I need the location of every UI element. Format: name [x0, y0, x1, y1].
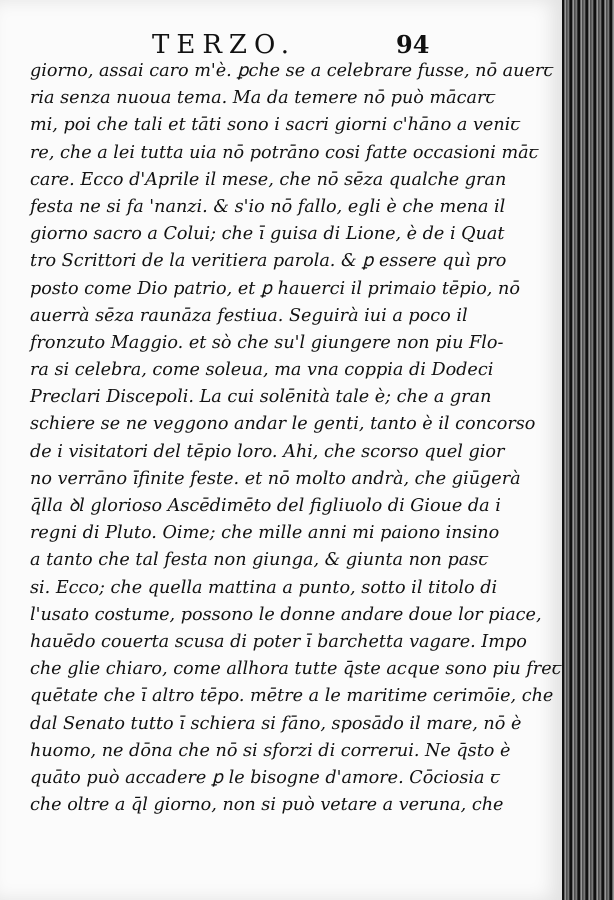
text-line: de i visitatori del tēpio loro. Ahi, che scorso quel gior [30, 441, 505, 462]
text-line: quāto può accadere ꝑ le bisogne d'amore. Cōciosia ꞇ [30, 767, 500, 788]
text-line: no verrāno īfinite feste. et nō molto andrà, che giūgerà [30, 468, 521, 489]
page-edges [562, 0, 614, 900]
text-line: dal Senato tutto ī schiera si fāno, sposādo il mare, nō è [30, 713, 522, 734]
text-line: posto come Dio patrio, et ꝑ hauerci il primaio tēpio, nō [30, 278, 520, 299]
text-line: che glie chiaro, come allhora tutte q̄ste acque sono piu freꞇ [30, 659, 562, 680]
text-line: care. Ecco d'Aprile il mese, che nō sēza qualche gran [30, 169, 507, 190]
running-head-title: TERZO. [152, 30, 297, 60]
text-line: hauēdo couerta scusa di poter ī barchetta vagare. Impo [30, 631, 527, 652]
text-line: ria senza nuoua tema. Ma da temere nō può mācarꞇ [30, 88, 496, 109]
text-line: giorno sacro a Colui; che ī guisa di Lione, è de i Quat [30, 224, 505, 245]
body-text [30, 58, 562, 819]
text-line: regni di Pluto. Oime; che mille anni mi paiono insino [30, 523, 500, 544]
text-line: Preclari Discepoli. La cui solēnità tale è; che a gran [30, 387, 492, 408]
text-line: fronzuto Maggio. et sò che su'l giungere non piu Flo- [30, 332, 504, 353]
text-line: tro Scrittori de la veritiera parola. & ꝑ essere quì pro [30, 251, 507, 272]
page-number: 94 [396, 30, 430, 59]
text-line: auerrà sēza raunāza festiua. Seguirà iui a poco il [30, 305, 468, 326]
text-line: che oltre a q̄l giorno, non si può vetare a veruna, che [30, 795, 504, 816]
text-line: quētate che ī altro tēpo. mētre a le maritime cerimōie, che [30, 686, 554, 707]
text-line: giorno, assai caro m'è. ꝑche se a celebrare fusse, nō auerꞇ [30, 61, 554, 81]
text-line: re, che a lei tutta uia nō potrāno cosi fatte occasioni māꞇ [30, 142, 539, 163]
text-line: huomo, ne dōna che nō si sforzi di correrui. Ne q̄sto è [30, 740, 511, 761]
text-line: l'usato costume, possono le donne andare doue lor piace, [30, 604, 542, 625]
text-line: ra si celebra, come soleua, ma vna coppia di Dodeci [30, 360, 494, 381]
text-line: q̄lla ꝺl glorioso Ascēdimēto del figliuolo di Gioue da i [30, 496, 501, 516]
text-line: a tanto che tal festa non giunga, & giunta non pasꞇ [30, 550, 489, 571]
text-line: mi, poi che tali et tāti sono i sacri giorni c'hāno a veniꞇ [30, 115, 521, 136]
text-line: schiere se ne veggono andar le genti, tanto è il concorso [30, 414, 536, 435]
text-line: si. Ecco; che quella mattina a punto, sotto il titolo di [30, 577, 498, 598]
text-line: festa ne si fa 'nanzi. & s'io nō fallo, egli è che mena il [30, 196, 506, 217]
